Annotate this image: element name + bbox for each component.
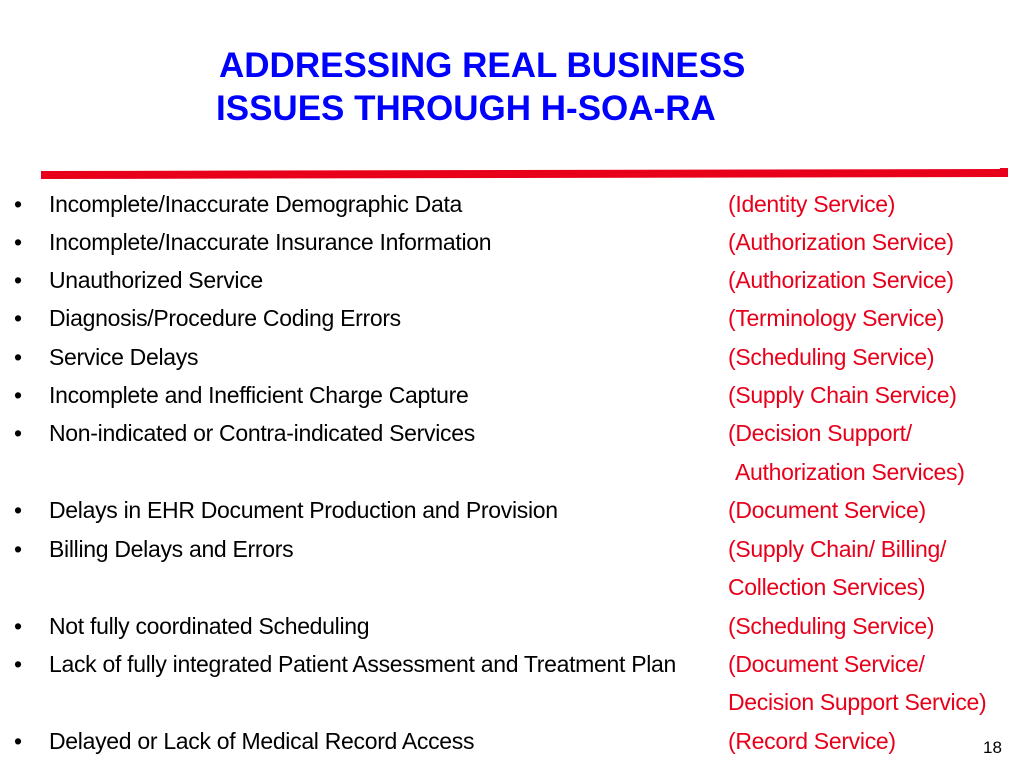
service-text: (Scheduling Service): [728, 613, 935, 639]
issue-text: Delays in EHR Document Production and Provision: [49, 497, 558, 523]
service-text: Authorization Services): [735, 459, 965, 485]
bullet: •: [14, 613, 23, 639]
list-item: [0, 299, 1024, 337]
issue-text: Diagnosis/Procedure Coding Errors: [49, 305, 401, 331]
issue-text: Billing Delays and Errors: [49, 536, 294, 562]
list-item: [0, 223, 1024, 261]
service-text: Collection Services): [728, 574, 926, 600]
bullet: •: [14, 420, 23, 446]
service-text: (Authorization Service): [728, 267, 954, 293]
issue-text: Incomplete and Inefficient Charge Capture: [49, 382, 469, 408]
bullet: •: [14, 229, 23, 255]
list-item-continuation: [0, 453, 1024, 491]
bullet: •: [14, 497, 23, 523]
list-item: [0, 338, 1024, 376]
issue-text: Service Delays: [49, 344, 199, 370]
service-text: (Supply Chain Service): [728, 382, 957, 408]
bullet: •: [14, 267, 23, 293]
list-item: [0, 185, 1024, 223]
bullet: •: [14, 191, 23, 217]
issue-text: Non-indicated or Contra-indicated Services: [49, 420, 475, 446]
service-text: (Scheduling Service): [728, 344, 935, 370]
service-text: (Decision Support/: [728, 420, 912, 446]
slide-title-line-1: ADDRESSING REAL BUSINESS: [219, 46, 746, 85]
bullet: •: [14, 651, 23, 677]
list-item: [0, 722, 1024, 760]
bullet: •: [14, 536, 23, 562]
service-text: (Authorization Service): [728, 229, 954, 255]
list-item: [0, 530, 1024, 568]
list-item-continuation: [0, 683, 1024, 721]
issue-text: Lack of fully integrated Patient Assessment and Treatment Plan: [49, 651, 677, 677]
list-item: [0, 414, 1024, 452]
service-text: (Document Service): [728, 497, 926, 523]
service-text: (Document Service/: [728, 651, 925, 677]
service-text: (Terminology Service): [728, 305, 945, 331]
service-text: (Identity Service): [728, 191, 896, 217]
issue-text: Delayed or Lack of Medical Record Access: [49, 728, 475, 754]
bullet: •: [14, 728, 23, 754]
list-item: [0, 261, 1024, 299]
page-number: 18: [983, 738, 1002, 757]
issue-text: Not fully coordinated Scheduling: [49, 613, 370, 639]
list-item: [0, 491, 1024, 529]
issue-text: Incomplete/Inaccurate Demographic Data: [49, 191, 463, 217]
bullet: •: [14, 305, 23, 331]
bullet: •: [14, 344, 23, 370]
list-item: [0, 607, 1024, 645]
list-item-continuation: [0, 568, 1024, 606]
slide-title-line-2: ISSUES THROUGH H-SOA-RA: [216, 89, 716, 128]
service-text: (Record Service): [728, 728, 896, 754]
bullet: •: [14, 382, 23, 408]
issue-text: Incomplete/Inaccurate Insurance Information: [49, 229, 492, 255]
title-divider-rule: [41, 169, 1004, 179]
service-text: (Supply Chain/ Billing/: [728, 536, 947, 562]
list-item: [0, 376, 1024, 414]
issue-text: Unauthorized Service: [49, 267, 263, 293]
service-text: Decision Support Service): [728, 689, 987, 715]
list-item: [0, 645, 1024, 683]
